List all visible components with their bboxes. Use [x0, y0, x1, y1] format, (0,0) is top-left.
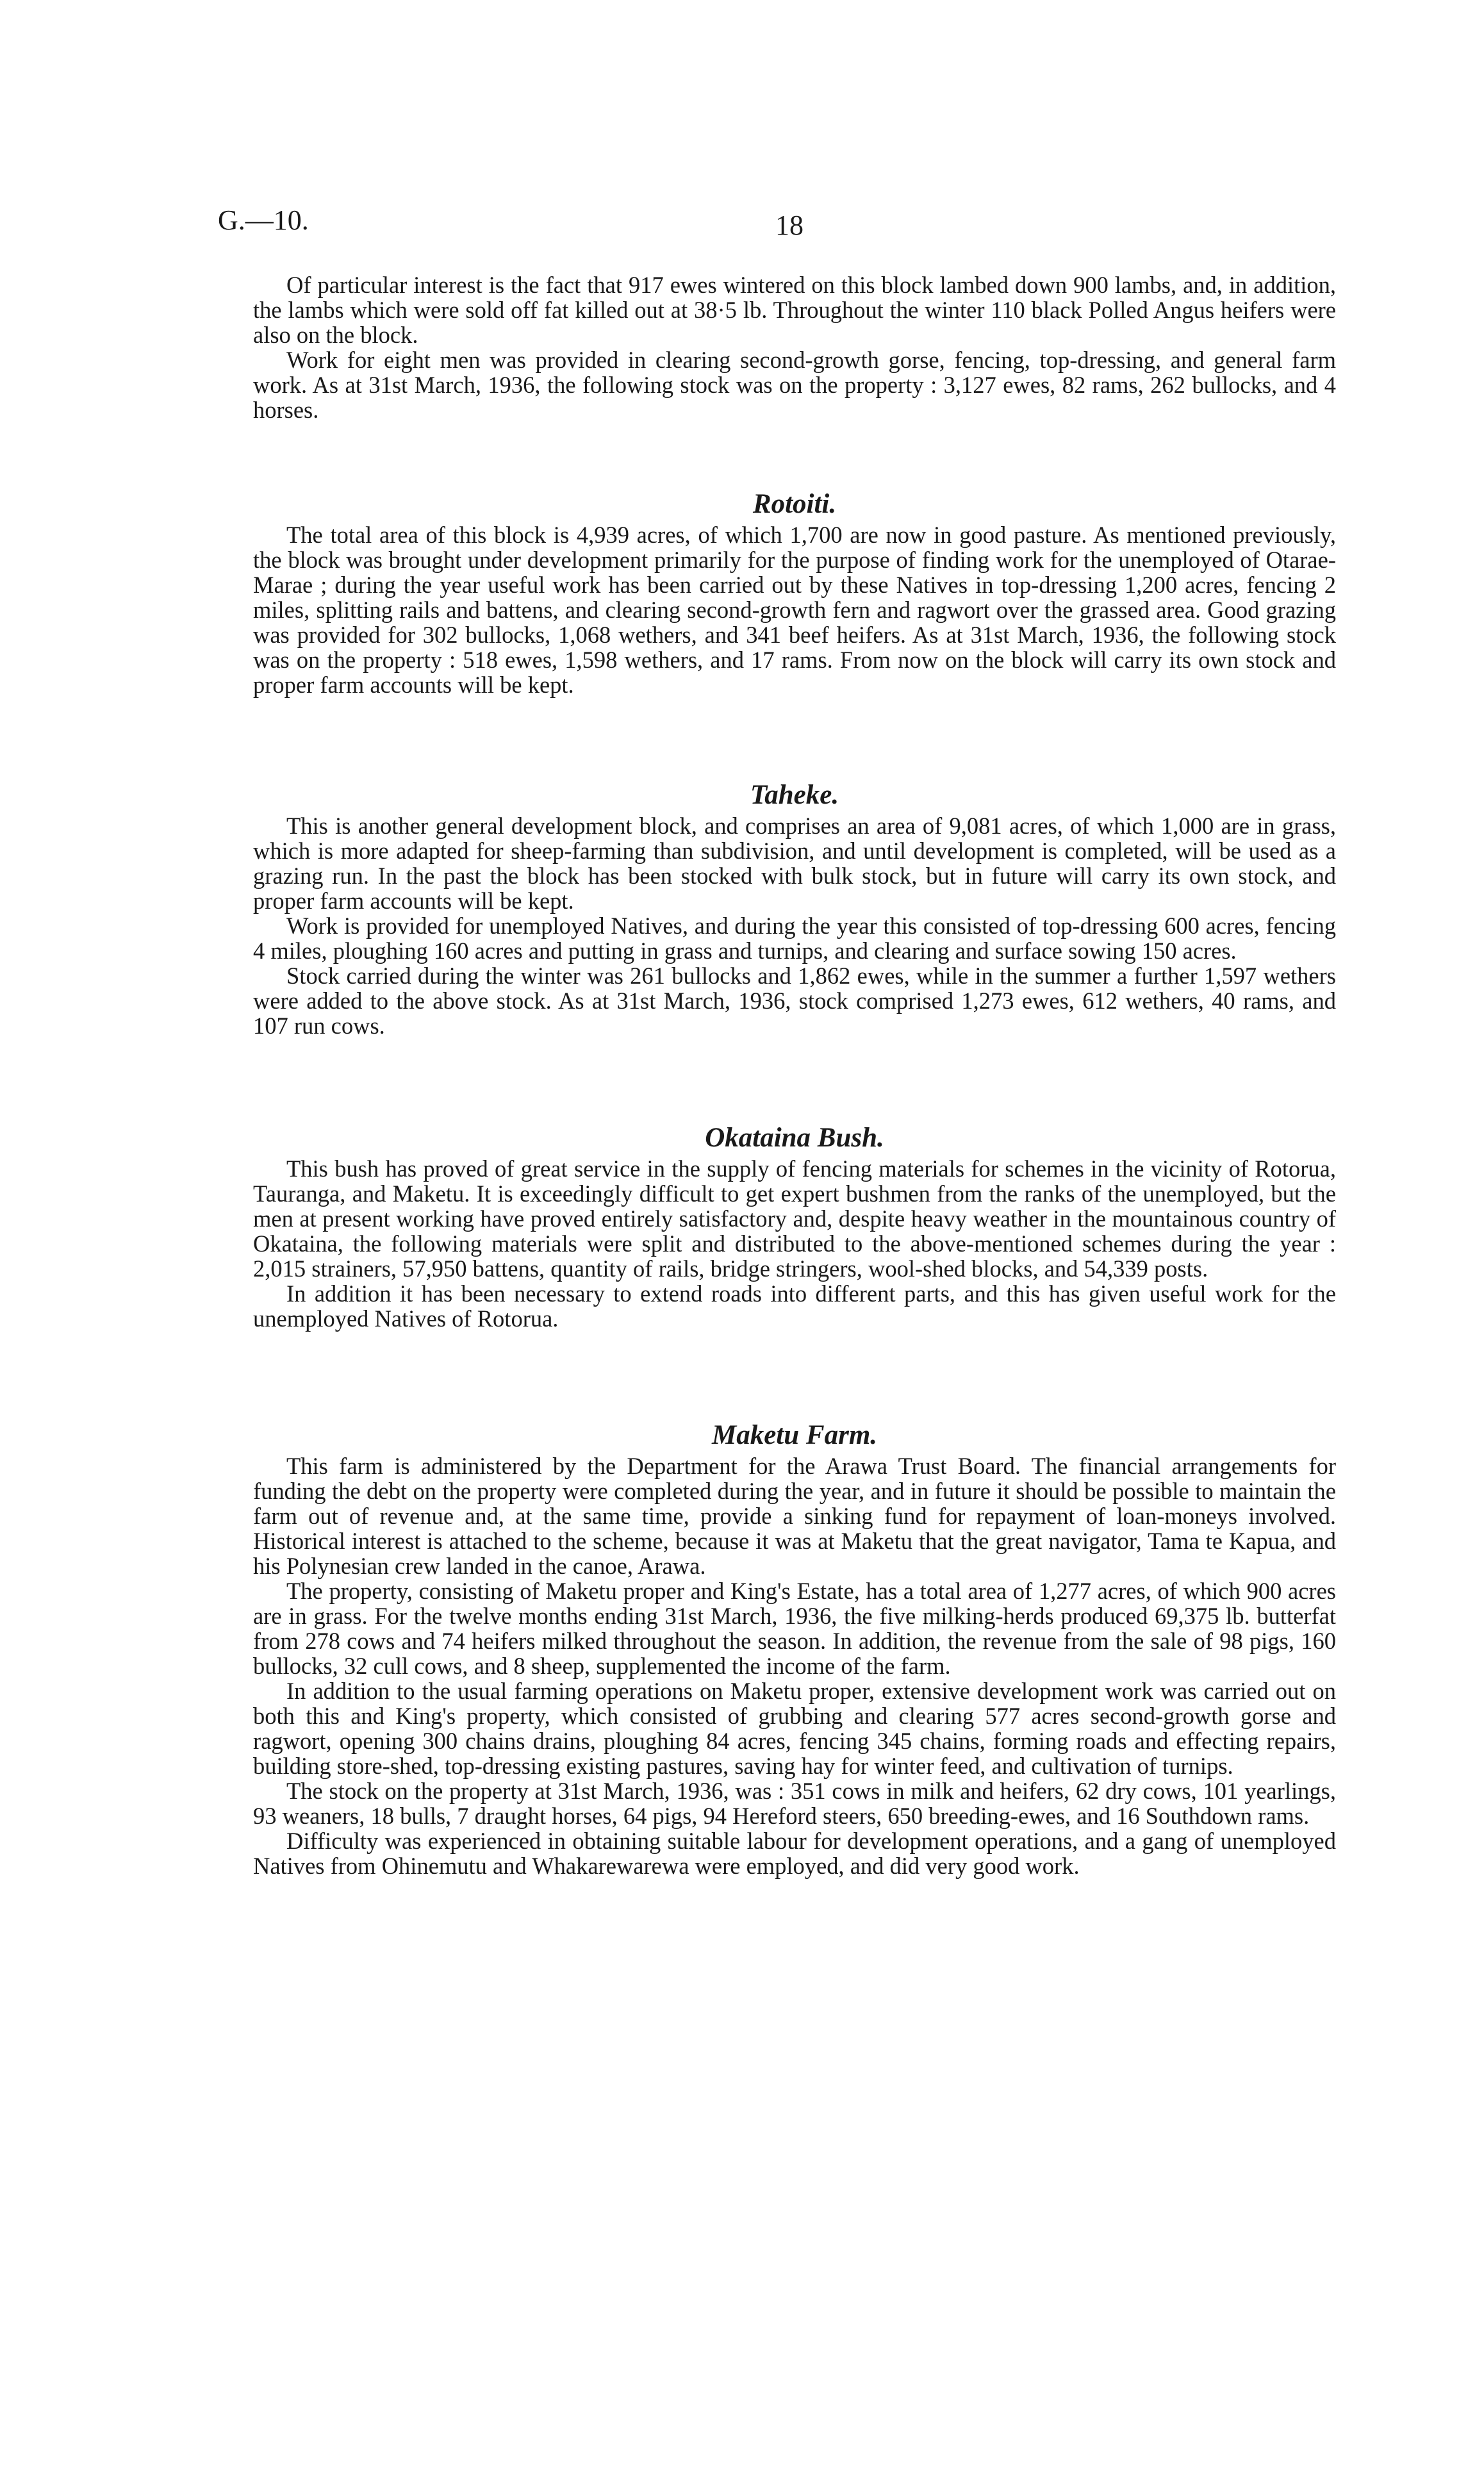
intro-section: [253, 272, 1336, 422]
maketu-section: [253, 1418, 1336, 1878]
paragraph: Stock carried during the winter was 261 bullocks and 1,862 ewes, while in the summer a further 1,597 wethers were added to the above stock. As at 31st March, 1936, stock comprised 1,273 ewes, 612 wethers, 40 rams, and 107 run cows.: [253, 963, 1336, 1039]
paragraph: The total area of this block is 4,939 acres, of which 1,700 are now in good pasture. As mentioned previously, the block was brought under development primarily for the purpose of finding work for the unemployed of Otarae-Marae ; during the year useful work has been carried out by these Natives in top-dressing 1,200 acres, fencing 2 miles, splitting rails and battens, and clearing second-growth fern and ragwort over the grassed area. Good grazing was provided for 302 bullocks, 1,068 wethers, and 341 beef heifers. As at 31st March, 1936, the following stock was on the property : 518 ewes, 1,598 wethers, and 17 rams. From now on the block will carry its own stock and proper farm accounts will be kept.: [253, 522, 1336, 698]
paragraph: Difficulty was experienced in obtaining suitable labour for development operations, and a gang of unemployed Natives from Ohinemutu and Whakarewarewa were employed, and did very good work.: [253, 1828, 1336, 1879]
paragraph: Of particular interest is the fact that 917 ewes wintered on this block lambed down 900 lambs, and, in addition, the lambs which were sold off fat killed out at 38·5 lb. Throughout the winter 110 black Polled Angus heifers were also on the block.: [253, 272, 1336, 348]
page-body: [253, 272, 1336, 1878]
paragraph: This farm is administered by the Department for the Arawa Trust Board. The financial arrangements for funding the debt on the property were completed during the year, and in future it should be possible to maintain the farm out of revenue and, at the same time, provide a sinking fund for repayment of loan-moneys involved. Historical interest is attached to the scheme, because it was at Maketu that the great navigator, Tama te Kapua, and his Polynesian crew landed in the canoe, Arawa.: [253, 1453, 1336, 1579]
paragraph: The stock on the property at 31st March, 1936, was : 351 cows in milk and heifers, 62 dry cows, 101 yearlings, 93 weaners, 18 bulls, 7 draught horses, 64 pigs, 94 Hereford steers, 650 breeding-ewes, and 16 Southdown rams.: [253, 1778, 1336, 1829]
paragraph: In addition it has been necessary to extend roads into different parts, and this has given useful work for the unemployed Natives of Rotorua.: [253, 1280, 1336, 1332]
paragraph: The property, consisting of Maketu proper and King's Estate, has a total area of 1,277 acres, of which 900 acres are in grass. For the twelve months ending 31st March, 1936, the five milking-herds produced 69,375 lb. butterfat from 278 cows and 74 heifers milked throughout the season. In addition, the revenue from the sale of 98 pigs, 160 bullocks, 32 cull cows, and 8 sheep, supplemented the income of the farm.: [253, 1578, 1336, 1679]
page-number: 18: [775, 210, 804, 241]
rotoiti-section: [253, 486, 1336, 697]
section-heading: Maketu Farm.: [711, 1420, 878, 1450]
taheke-section: [253, 777, 1336, 1038]
paragraph: Work for eight men was provided in clearing second-growth gorse, fencing, top-dressing, and general farm work. As at 31st March, 1936, the following stock was on the property : 3,127 ewes, 82 rams, 262 bullocks, and 4 horses.: [253, 347, 1336, 423]
paragraph: In addition to the usual farming operations on Maketu proper, extensive development work was carried out on both this and King's property, which consisted of grubbing and clearing 577 acres second-growth gorse and ragwort, opening 300 chains drains, ploughing 84 acres, fencing 345 chains, forming roads and effecting repairs, building store-shed, top-dressing existing pastures, saving hay for winter feed, and cultivation of turnips.: [253, 1678, 1336, 1779]
okataina-section: [253, 1120, 1336, 1331]
document-reference: G.—10.: [218, 204, 309, 236]
paragraph: This is another general development block, and comprises an area of 9,081 acres, of which 1,000 are in grass, which is more adapted for sheep-farming than subdivision, and until development is completed, will be used as a grazing run. In the past the block has been stocked with bulk stock, but in future will carry its own stock, and proper farm accounts will be kept.: [253, 813, 1336, 914]
section-heading: Taheke.: [750, 780, 839, 810]
section-heading: Okataina Bush.: [705, 1123, 884, 1153]
section-heading: Rotoiti.: [752, 489, 837, 519]
paragraph: This bush has proved of great service in the supply of fencing materials for schemes in the vicinity of Rotorua, Tauranga, and Maketu. It is exceedingly difficult to get expert bushmen from the ranks of the unemployed, but the men at present working have proved entirely satisfactory and, despite heavy weather in the mountainous country of Okataina, the following materials were split and distributed to the above-mentioned schemes during the year : 2,015 strainers, 57,950 battens, quantity of rails, bridge stringers, wool-shed blocks, and 54,339 posts.: [253, 1155, 1336, 1282]
paragraph: Work is provided for unemployed Natives, and during the year this consisted of top-dressing 600 acres, fencing 4 miles, ploughing 160 acres and putting in grass and turnips, and clearing and surface sowing 150 acres.: [253, 913, 1336, 964]
page-header: [218, 204, 1333, 249]
